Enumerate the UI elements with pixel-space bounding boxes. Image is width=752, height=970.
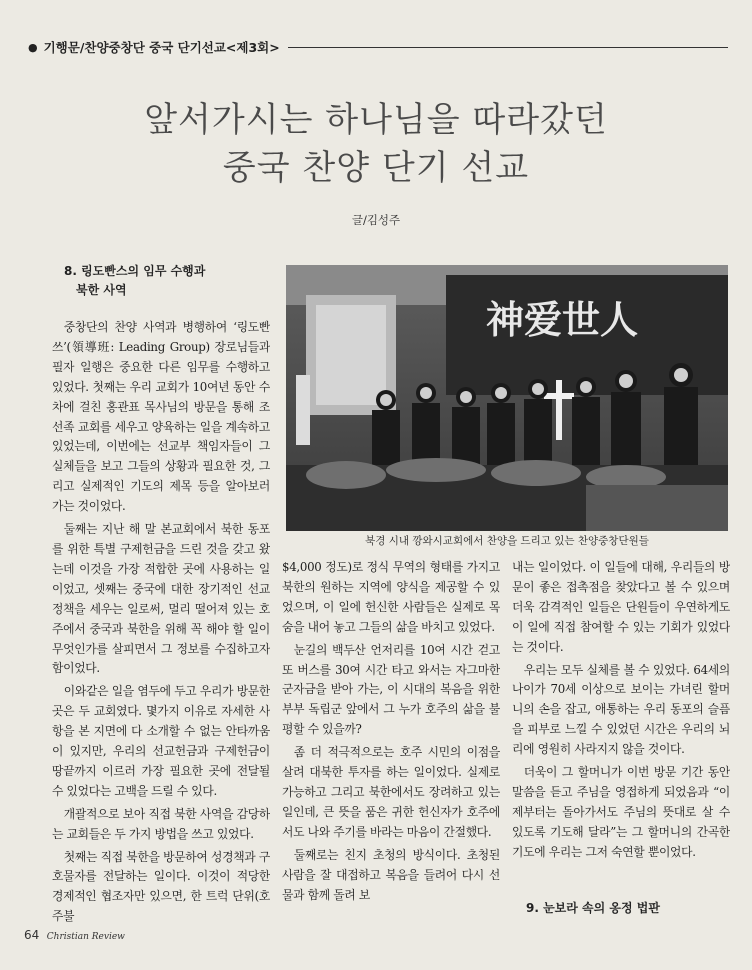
series-title: 기행문/찬양중창단 중국 단기선교<제3회> xyxy=(43,40,280,55)
paragraph: 둘째로는 친지 초청의 방식이다. 초청된 사람을 잘 대접하고 복음을 들려어 다시 선물과 함께 돌려 보 xyxy=(282,847,500,902)
choir-photo xyxy=(286,265,728,531)
paragraph: 이와같은 일을 염두에 두고 우리가 방문한 곳은 두 교회였다. 몇가지 이유로 자세한 사항을 본 지면에 다 소개할 수 없는 안타까움이 있지만, 우리의 선교헌금과 구제헌금이 땅끝까지 이르러 가장 필요한 곳에 전달될 수 있었다는 고백을 드릴 수 있다. xyxy=(52,684,270,798)
photo-caption: 북경 시내 깡와시교회에서 찬양을 드리고 있는 찬양중창단원들 xyxy=(365,535,649,547)
byline: 글/김성주 xyxy=(351,213,401,227)
paragraph: 눈길의 백두산 언저리를 10여 시간 걷고 또 버스를 30여 시간 타고 와서는 자그마한 군자금을 받아 가는, 이 시대의 복음을 위한 부부 독립군 앞에서 그 누가 호주의 삶을 불평할 수 있을까? xyxy=(282,642,500,737)
section-9-heading: 9. 눈보라 속의 옹정 법판 xyxy=(526,901,660,915)
bullet-icon: ● xyxy=(28,40,38,54)
page-footer xyxy=(24,928,125,942)
column-3 xyxy=(512,558,730,894)
paragraph: 개괄적으로 보아 직접 북한 사역을 감당하는 교회들은 두 가지 방법을 쓰고 있었다. xyxy=(52,806,270,841)
header-rule xyxy=(288,47,728,48)
article-title-line1: 앞서가시는 하나님을 따라갔던 xyxy=(144,100,608,140)
section-8-heading-line1: 8. 링도빤스의 임무 수행과 xyxy=(64,264,206,278)
paragraph: 첫째는 직접 북한을 방문하여 성경책과 구호물자를 전달하는 일이다. 이것이 적당한 경제적인 협조자만 있으면, 한 트럭 단위(호주불 xyxy=(52,849,270,923)
magazine-name: Christian Review xyxy=(46,932,125,942)
paragraph: 더욱이 그 할머니가 이번 방문 기간 동안 말씀을 듣고 주님을 영접하게 되었음과 “이제부터는 돌아가서도 주님의 뜻대로 살 수 있도록 기도해 달라”는 그 할머니의 간곡한 기도에 우리는 그저 숙연할 뿐이었다. xyxy=(512,765,730,859)
section-8-heading-line2: 북한 사역 xyxy=(76,283,127,297)
paragraph: 우리는 모두 실체를 볼 수 있었다. 64세의 나이가 70세 이상으로 보이는 가녀린 할머니의 손을 잡고, 애통하는 우리 동포의 슬픔을 피부로 느낄 수 있었던 시간은 우리의 뇌리에 영원히 사라지지 않을 것이다. xyxy=(512,662,730,757)
banner-text: 神爱世人 xyxy=(486,297,639,342)
paragraph: $4,000 정도)로 정식 무역의 형태를 가지고 북한의 원하는 지역에 양식을 제공할 수 있었으며, 이 일에 헌신한 사람들은 실제로 목숨을 내어 놓고 그들의 삶을 바치고 있었다. xyxy=(282,560,500,634)
series-header xyxy=(28,38,728,56)
section-8-heading xyxy=(64,262,264,300)
column-2 xyxy=(282,558,500,923)
paragraph: 둘째는 지난 해 말 본교회에서 북한 동포를 위한 특별 구제헌금을 드린 것을 갖고 왔는데 이것을 가장 적합한 곳에 사용하는 일이었고, 셋째는 중국에 대한 장기적인 선교정책을 세우는 일로써, 멀리 떨어져 있는 호주에서 중국과 북한을 위해 꼭 해야 할 일이 무엇인가를 살피면서 그 정보를 수집하고자 함이었다. xyxy=(52,522,270,676)
paragraph: 중창단의 찬양 사역과 병행하여 ‘링도빤쓰’(領導班: Leading Group) 장로님들과 필자 일행은 중요한 다른 임무를 수행하고 있었다. 첫째는 우리 교회가 10여년 동안 수차에 걸친 홍관표 목사님의 방문을 통해 조선족 교회를 세우고 양육하는 일을 계속하고 있었는데, 이번에는 선교부 책임자들이 그 실체들을 보고 그들의 상황과 필요한 것, 그리고 실제적인 기도의 제목 등을 알아보러 가는 것이었다. xyxy=(52,320,270,514)
article-title-line2: 중국 찬양 단기 선교 xyxy=(222,148,530,188)
paragraph: 내는 일이었다. 이 일들에 대해, 우리들의 방문이 좋은 접촉점을 찾았다고 볼 수 있으며 더욱 감격적인 일들은 단원들이 우연하게도 이 일에 직접 참여할 수 있는 기회가 있었다는 것이다. xyxy=(512,560,730,654)
paragraph: 좀 더 적극적으로는 호주 시민의 이점을 살려 대북한 투자를 하는 일이었다. 실제로 가능하고 그리고 북한에서도 장려하고 있는 일인데, 큰 뜻을 품은 귀한 헌신자가 호주에서도 나와 주기를 바라는 마음이 간절했다. xyxy=(282,745,500,839)
choir-photo-image xyxy=(286,265,728,531)
column-1 xyxy=(52,318,270,923)
page-number: 64 xyxy=(24,928,40,942)
